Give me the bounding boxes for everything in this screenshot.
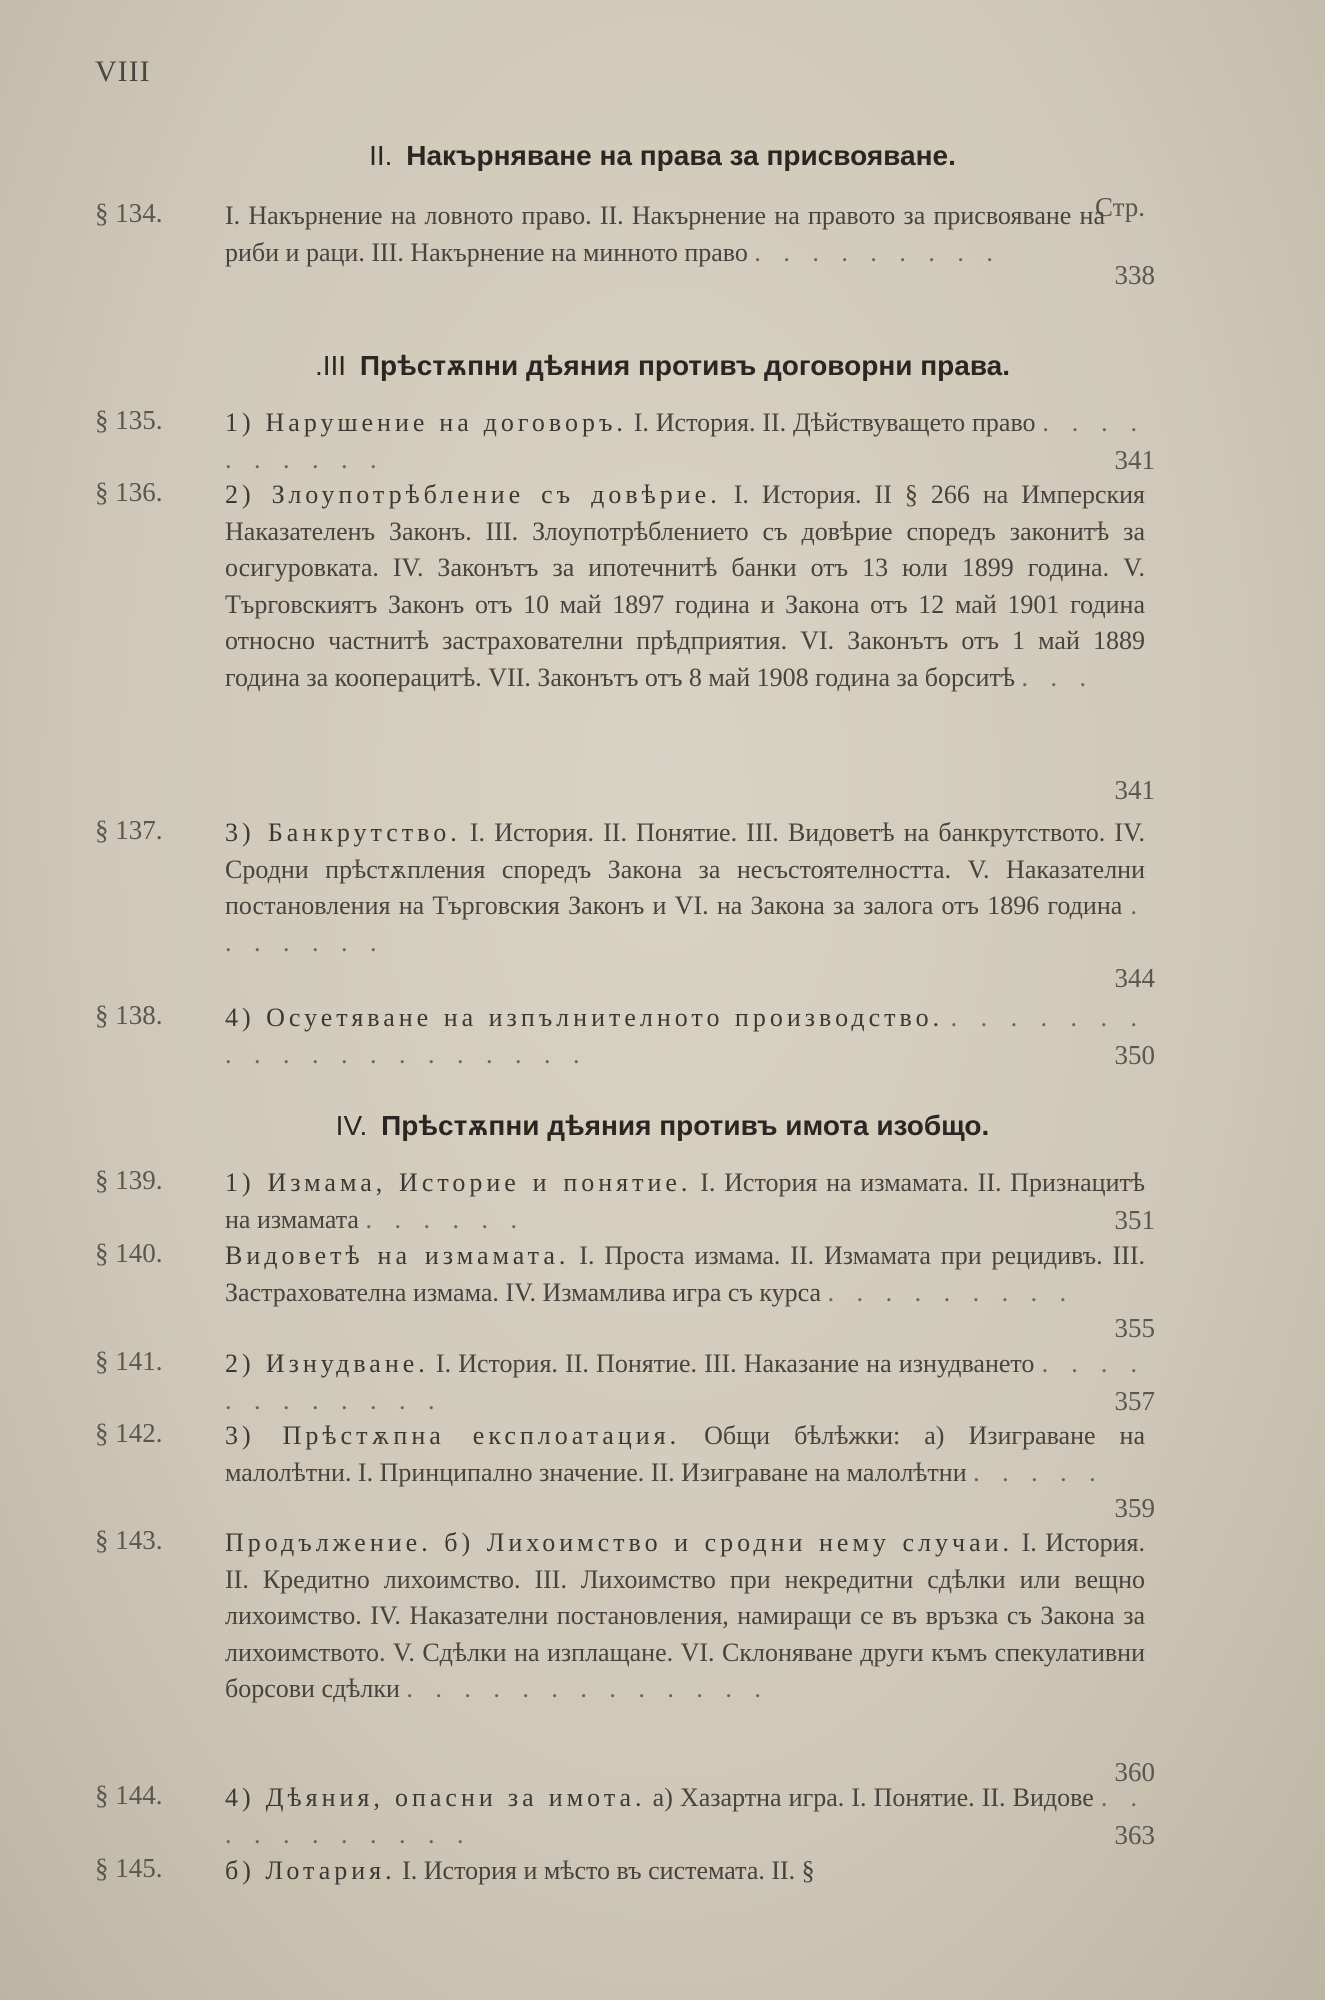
- entry-number: § 135.: [95, 405, 163, 435]
- entry-number: § 137.: [95, 815, 163, 845]
- entry-title: 1) Измама, Историе и понятие.: [225, 1168, 692, 1197]
- page-number: VIII: [95, 55, 151, 88]
- entry-number: § 145.: [95, 1853, 163, 1883]
- entry-title: 3) Прѣстѫпна експлоатация.: [225, 1421, 681, 1450]
- toc-entry[interactable]: [95, 198, 1155, 308]
- entry-number: § 139.: [95, 1165, 163, 1195]
- entry-page: 341: [1114, 445, 1155, 475]
- leader-dots: . . . . . . . . .: [827, 1277, 1075, 1307]
- section-title: Накърняване на права за присвояване.: [406, 140, 956, 171]
- section-title: Прѣстѫпни дѣяния противъ договорни права.: [359, 350, 1011, 381]
- entry-page: 359: [1114, 1493, 1155, 1523]
- section-heading-ii: [0, 140, 1325, 172]
- leader-dots: . . . . .: [973, 1457, 1104, 1487]
- leader-dots: . . . . . . . . . . . . .: [406, 1674, 769, 1703]
- section-roman: II.: [369, 140, 393, 171]
- section-roman: IV.: [335, 1110, 368, 1141]
- entry-page: 355: [1114, 1313, 1155, 1343]
- entry-title: 2) Изнудване.: [225, 1349, 429, 1378]
- leader-dots: . . .: [1021, 662, 1094, 692]
- toc-entry[interactable]: [95, 1853, 1155, 1898]
- toc-entry[interactable]: [95, 1000, 1155, 1075]
- entry-page: 357: [1114, 1386, 1155, 1416]
- column-header: Стр.: [1095, 192, 1146, 222]
- toc-entry[interactable]: [95, 815, 1155, 1000]
- toc-entry[interactable]: [95, 1238, 1155, 1348]
- entry-text: а) Хазартна игра. I. Понятие. II. Видове: [645, 1783, 1094, 1812]
- toc-entry[interactable]: [95, 1165, 1155, 1240]
- entry-page: 338: [1114, 260, 1155, 290]
- toc-entry[interactable]: [95, 1525, 1155, 1787]
- entry-number: § 134.: [95, 198, 163, 228]
- entry-number: § 138.: [95, 1000, 163, 1030]
- entry-page: 341: [1114, 775, 1155, 805]
- toc-entry[interactable]: [95, 477, 1155, 817]
- entry-title: Продължение. б) Лихоимство и сродни нему случаи.: [225, 1528, 1014, 1557]
- entry-title: 4) Осуетяване на изпълнителното производство.: [225, 1003, 944, 1032]
- entry-title: б) Лотария.: [225, 1856, 396, 1885]
- entry-title: 2) Злоупотрѣбление съ довѣрие.: [225, 480, 721, 509]
- toc-entry[interactable]: [95, 405, 1155, 480]
- section-title: Прѣстѫпни дѣяния противъ имота изобщо.: [381, 1110, 990, 1141]
- entry-number: § 144.: [95, 1780, 163, 1810]
- entry-text: I. История на измамата. II. Признацитѣ на измамата: [225, 1168, 1145, 1234]
- leader-dots: . . . . . . . . . .: [225, 408, 1146, 474]
- toc-entry[interactable]: [95, 1418, 1155, 1528]
- section-roman: .III: [314, 350, 347, 381]
- entry-text: I. История. II. Понятие. III. Наказание на изнудването: [428, 1349, 1035, 1378]
- entry-number: § 141.: [95, 1346, 163, 1376]
- leader-dots: . . . . . . . . . . . .: [225, 1349, 1146, 1415]
- entry-text: I. История. II. Дѣйствуващето право: [626, 408, 1036, 437]
- entry-page: 360: [1114, 1757, 1155, 1787]
- entry-title: 3) Банкрутство.: [225, 818, 461, 847]
- entry-number: § 140.: [95, 1238, 163, 1268]
- entry-text: I. История. II § 266 на Имперския Наказателенъ Законъ. III. Злоупотрѣблението съ довѣрие споредъ законитѣ за осигуровката. IV. Законътъ за ипотечнитѣ банки отъ 13 юли 1899 година. V. Търговскиятъ Законъ отъ 10 май 1897 година и Закона отъ 12 май 1901 година относно частнитѣ застрахователни прѣдприятия. VI. Законътъ отъ 1 май 1889 година за кооперацитѣ. VII. Законътъ отъ 8 май 1908 година за борситѣ: [225, 480, 1146, 692]
- entry-page: 344: [1114, 963, 1155, 993]
- leader-dots: . . . . . . . . . . .: [225, 1783, 1146, 1849]
- entry-page: 350: [1114, 1040, 1155, 1070]
- entry-number: § 143.: [95, 1525, 163, 1555]
- section-heading-iii: [0, 350, 1325, 382]
- section-heading-iv: [0, 1110, 1325, 1142]
- toc-entry[interactable]: [95, 1346, 1155, 1421]
- entry-text: I. Проста измама. II. Измамата при рецидивъ. III. Застрахователна измама. IV. Измамлива игра съ курса: [225, 1241, 1145, 1307]
- entry-page: 363: [1114, 1820, 1155, 1850]
- toc-entry[interactable]: [95, 1780, 1155, 1855]
- entry-text: I. История и мѣсто въ системата. II. §: [395, 1856, 815, 1885]
- entry-title: Видоветѣ на измамата.: [225, 1241, 570, 1270]
- leader-dots: . . . . . . . . . . . . . . . . . . . .: [225, 1003, 1146, 1069]
- entry-text: I. История. II. Кредитно лихоимство. III. Лихоимство при некредитни сдѣлки или вещно лихоимство. IV. Наказателни постановления, намиращи се въ връзка съ Закона за лихоимството. V. Сдѣлки на изплащане. VI. Склоняване други къмъ спекулативни борсови сдѣлки: [225, 1528, 1145, 1703]
- leader-dots: . . . . . . .: [225, 891, 1145, 957]
- entry-text: Общи бѣлѣжки: а) Изиграване на малолѣтни. I. Принципално значение. II. Изиграване на малолѣтни: [225, 1421, 1145, 1487]
- entry-number: § 142.: [95, 1418, 163, 1448]
- entry-title: 1) Нарушение на договоръ.: [225, 408, 627, 437]
- entry-text: I. Накърнение на ловното право. II. Накърнение на правото за присвояване на риби и раци. III. Накърнение на минното право: [225, 201, 1105, 267]
- entry-page: 351: [1114, 1205, 1155, 1235]
- entry-number: § 136.: [95, 477, 163, 507]
- entry-text: I. История. II. Понятие. III. Видоветѣ на банкрутството. IV. Сродни прѣстѫпления споредъ Закона за несъстоятелността. V. Наказателни постановления на Търговския Законъ и VI. на Закона за залога отъ 1896 година: [225, 818, 1145, 920]
- leader-dots: . . . . . . . . .: [754, 237, 1001, 267]
- entry-title: 4) Дѣяния, опасни за имота.: [225, 1783, 646, 1812]
- leader-dots: . . . . . .: [365, 1204, 525, 1234]
